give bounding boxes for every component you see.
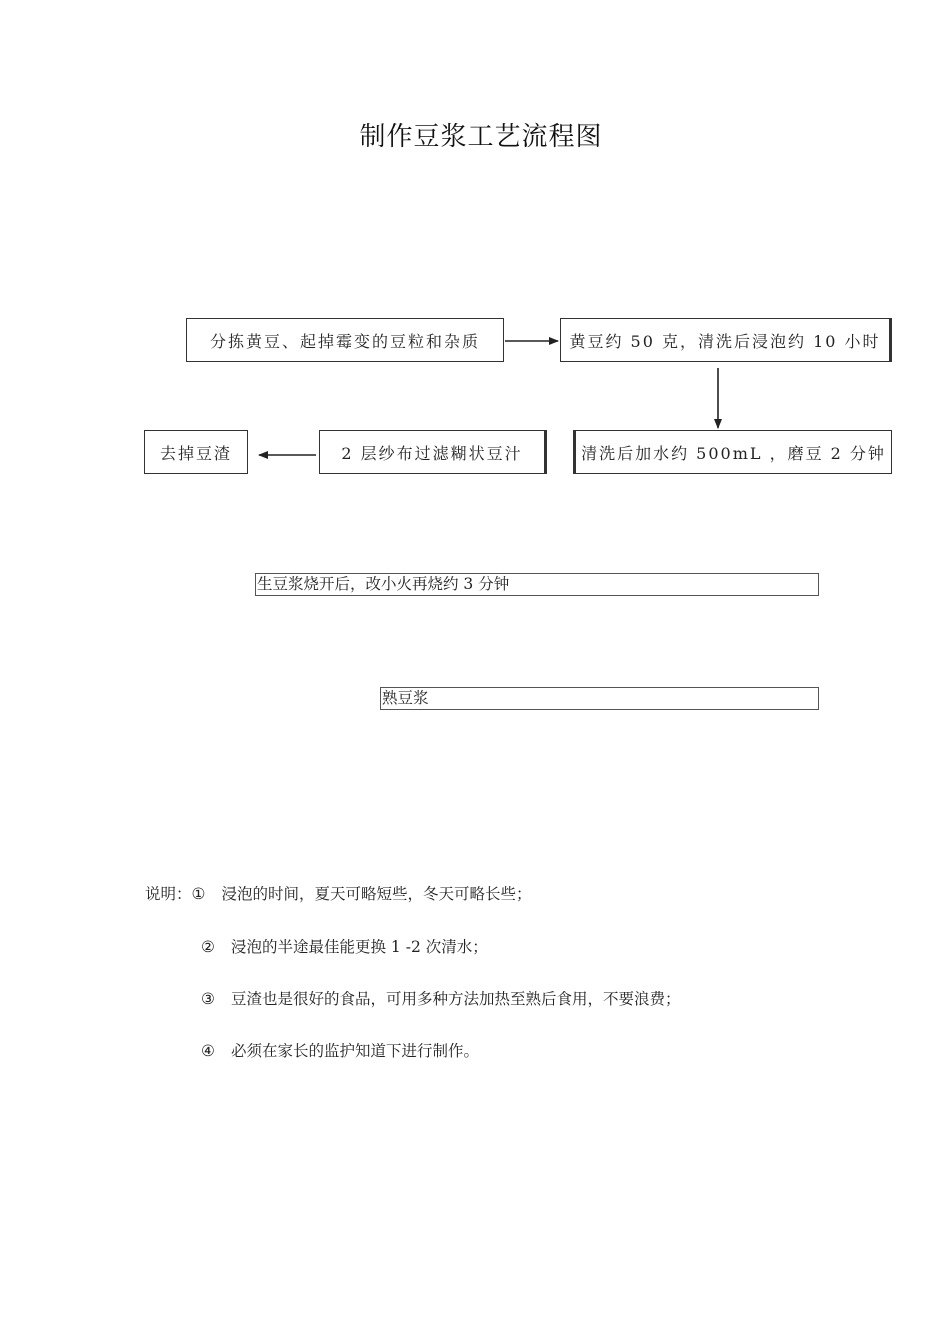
notes-label: 说明： <box>145 885 192 903</box>
step-soak-beans: 黄豆约 50 克，清洗后浸泡约 10 小时 <box>560 318 892 362</box>
note-line-4 <box>201 1039 479 1061</box>
note-number: ② <box>201 938 215 956</box>
note-number: ① <box>191 885 206 903</box>
note-line-3 <box>201 987 681 1009</box>
step-grind-beans: 清洗后加水约 500mL ，磨豆 2 分钟 <box>573 430 892 474</box>
step-boil-raw-soymilk: 生豆浆烧开后，改小火再烧约 3 分钟 <box>255 573 819 596</box>
step-remove-okara: 去掉豆渣 <box>144 430 248 474</box>
note-text: 必须在家长的监护知道下进行制作。 <box>231 1042 480 1060</box>
step-cooked-soymilk: 熟豆浆 <box>380 687 819 710</box>
note-line-1 <box>145 882 532 904</box>
note-number: ③ <box>201 990 215 1008</box>
note-line-2 <box>201 935 488 957</box>
note-number: ④ <box>201 1042 215 1060</box>
note-text: 豆渣也是很好的食品，可用多种方法加热至熟后食用，不要浪费； <box>231 990 681 1008</box>
step-sort-beans: 分拣黄豆、起掉霉变的豆粒和杂质 <box>186 318 504 362</box>
note-text: 浸泡的时间，夏天可略短些，冬天可略长些； <box>221 885 532 903</box>
note-text: 浸泡的半途最佳能更换 1 -2 次清水； <box>231 938 488 956</box>
page-title: 制作豆浆工艺流程图 <box>359 122 603 152</box>
step-filter-pulp: 2 层纱布过滤糊状豆汁 <box>319 430 547 474</box>
